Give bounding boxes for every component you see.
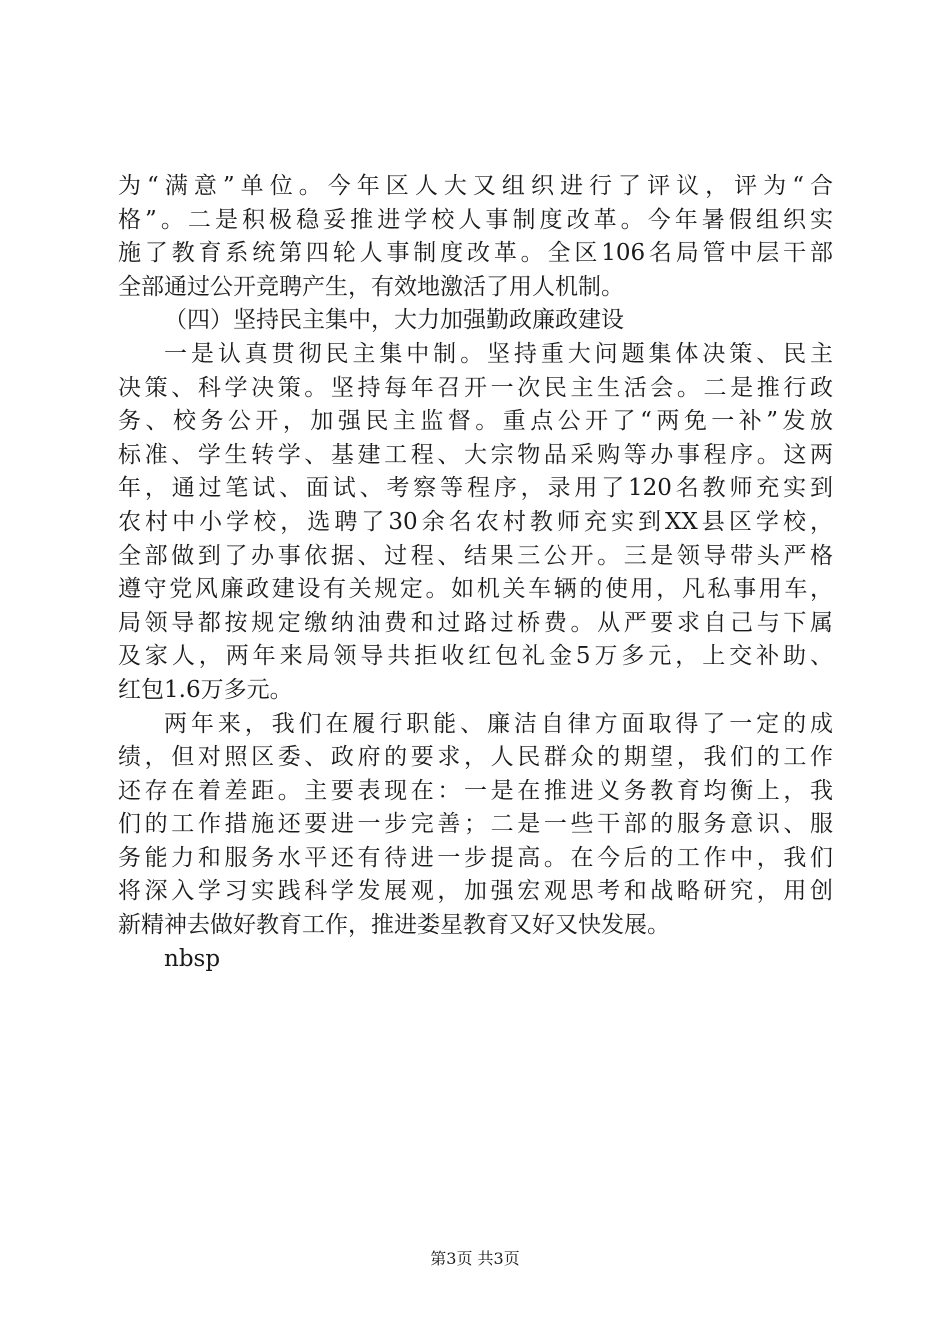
paragraph xyxy=(118,338,833,708)
page-number-label: 第3页 共3页 xyxy=(430,1249,520,1268)
text-line: 农村中小学校，选聘了30余名农村教师充实到XX县区学校， xyxy=(118,508,833,535)
text-line: 还存在着差距。主要表现在：一是在推进义务教育均衡上，我 xyxy=(118,777,833,804)
text-line: 全部通过公开竞聘产生，有效地激活了用人机制。 xyxy=(118,273,624,300)
text-line: 为“满意”单位。今年区人大又组织进行了评议，评为“合 xyxy=(118,173,833,199)
text-line: 施了教育系统第四轮人事制度改革。全区106名局管中层干部 xyxy=(118,240,833,267)
document-body xyxy=(118,170,833,976)
text-line: 及家人，两年来局领导共拒收红包礼金5万多元，上交补助、 xyxy=(118,643,833,670)
text-line: 新精神去做好教育工作，推进娄星教育又好又快发展。 xyxy=(118,912,670,939)
text-line: 将深入学习实践科学发展观，加强宏观思考和战略研究，用创 xyxy=(118,878,833,905)
paragraph xyxy=(118,708,833,943)
paragraph-trailing xyxy=(118,943,833,977)
text-line: 决策、科学决策。坚持每年召开一次民主生活会。二是推行政 xyxy=(118,374,833,401)
text-line: 局领导都按规定缴纳油费和过路过桥费。从严要求自己与下属 xyxy=(118,609,833,636)
section-heading xyxy=(118,304,833,338)
text-line: 务能力和服务水平还有待进一步提高。在今后的工作中，我们 xyxy=(118,844,833,871)
text-line: 们的工作措施还要进一步完善；二是一些干部的服务意识、服 xyxy=(118,811,833,838)
text-line: 绩，但对照区委、政府的要求，人民群众的期望，我们的工作 xyxy=(118,744,833,771)
text-line: 红包1.6万多元。 xyxy=(118,676,293,703)
page-footer xyxy=(0,1246,950,1269)
text-line: 年，通过笔试、面试、考察等程序，录用了120名教师充实到 xyxy=(118,475,833,502)
text-line: （四）坚持民主集中，大力加强勤政廉政建设 xyxy=(164,307,624,334)
text-line: 标准、学生转学、基建工程、大宗物品采购等办事程序。这两 xyxy=(118,441,833,468)
text-line: 两年来，我们在履行职能、廉洁自律方面取得了一定的成 xyxy=(164,710,833,737)
text-line: 全部做到了办事依据、过程、结果三公开。三是领导带头严格 xyxy=(118,542,833,569)
paragraph-continuation xyxy=(118,170,833,304)
text-line: 一是认真贯彻民主集中制。坚持重大问题集体决策、民主 xyxy=(164,340,833,367)
text-line: 务、校务公开，加强民主监督。重点公开了“两免一补”发放 xyxy=(118,408,833,435)
text-line: 遵守党风廉政建设有关规定。如机关车辆的使用，凡私事用车， xyxy=(118,576,833,603)
text-line: 格”。二是积极稳妥推进学校人事制度改革。今年暑假组织实 xyxy=(118,206,833,233)
text-line: nbsp xyxy=(164,945,221,972)
